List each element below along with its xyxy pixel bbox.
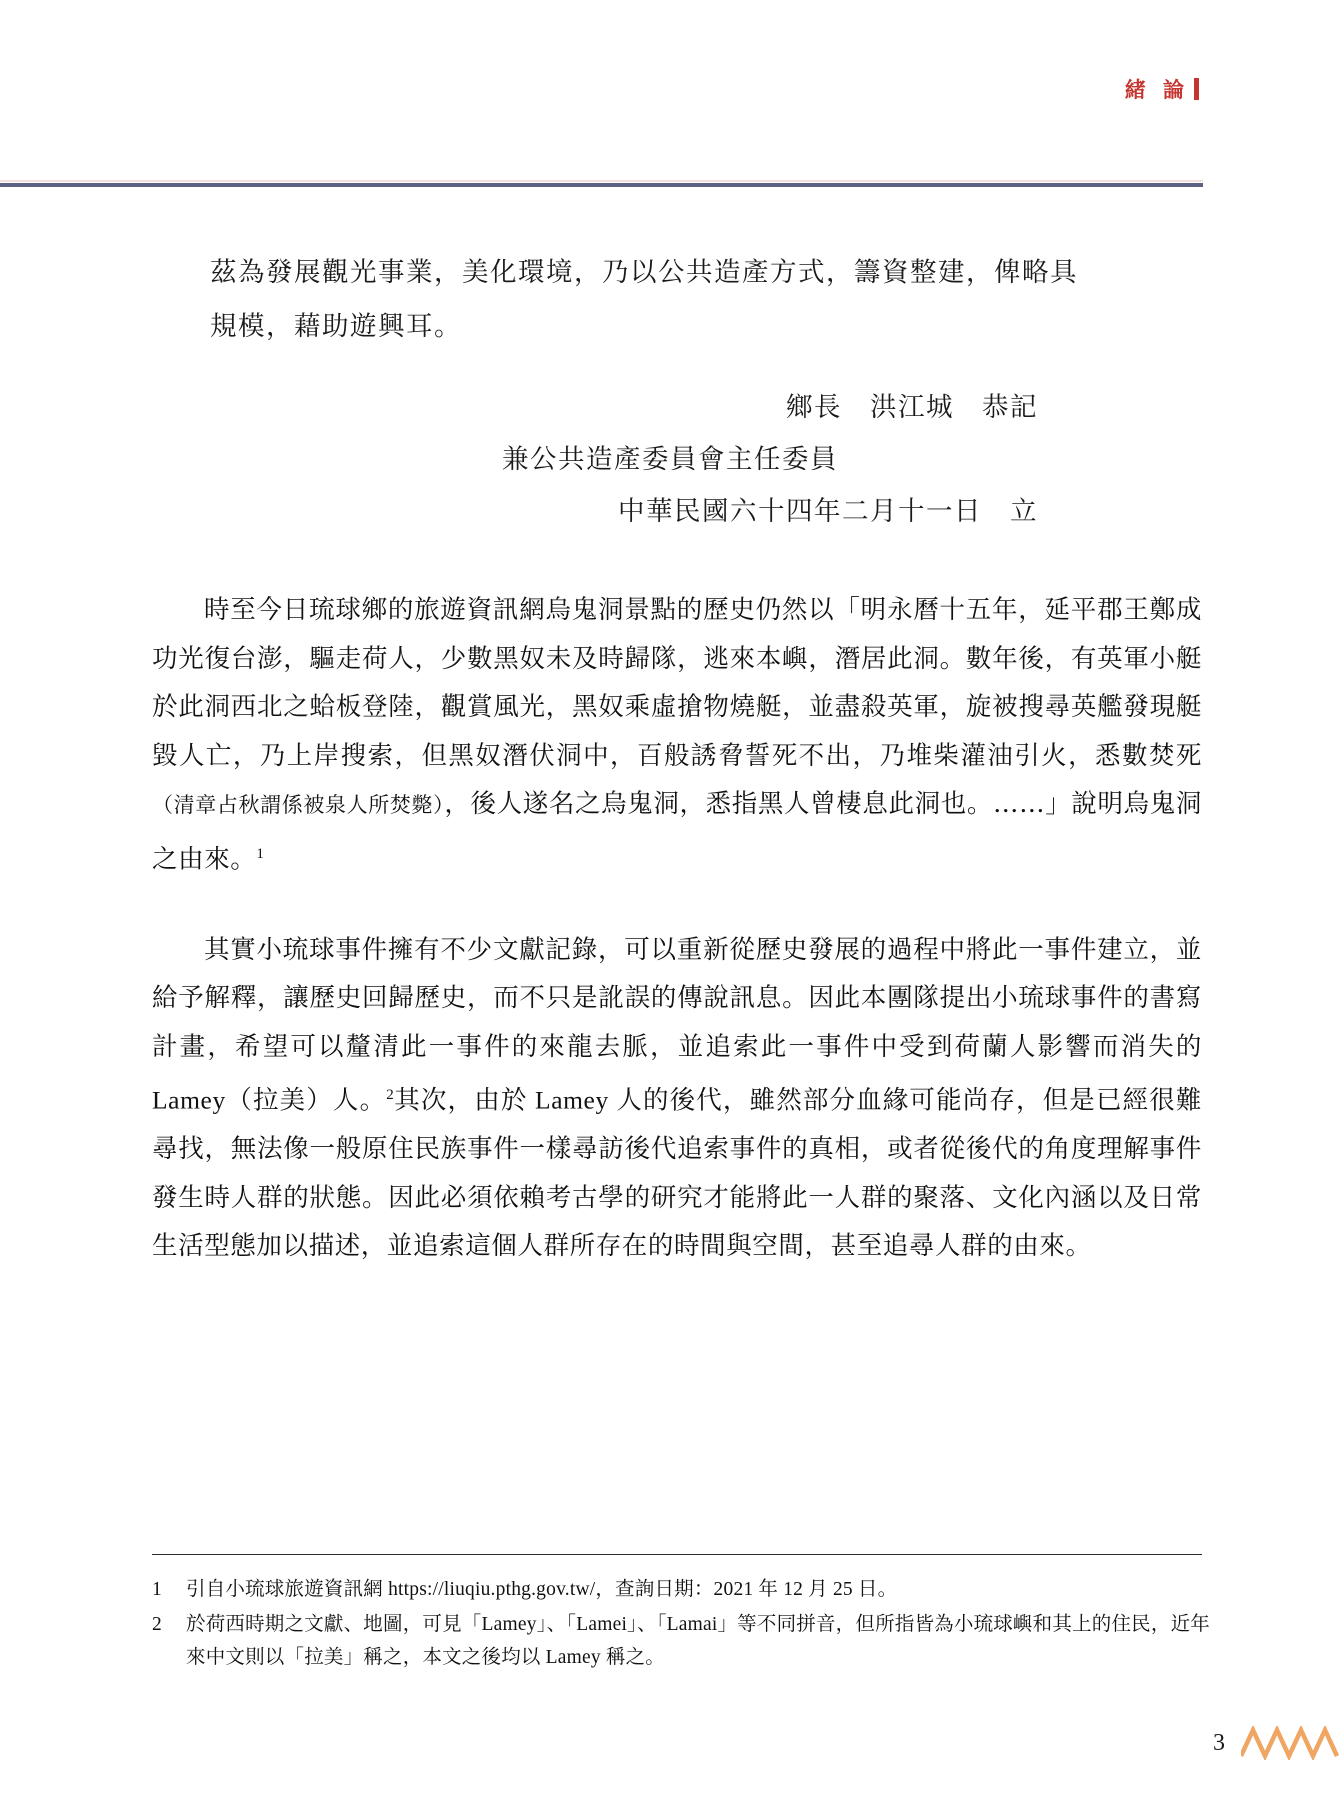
zigzag-decoration-icon bbox=[1241, 1726, 1339, 1760]
page-number: 3 bbox=[1213, 1729, 1225, 1756]
signature-title: 兼公共造產委員會主任委員 bbox=[502, 444, 838, 475]
footnote-ref-2[interactable]: 2 bbox=[386, 1087, 394, 1103]
paragraph-one-quote-a: 明永曆十五年，延平郡王鄭成功光復台澎，驅走荷人，少數黑奴未及時歸隊，逃來本嶼，潛居此洞。數年後，有英軍小艇於此洞西北之蛤板登陸，觀賞風光，黑奴乘虛搶物燒艇，並盡殺英軍，旋被搜尋英艦發現艇毀人亡，乃上岸搜索，但黑奴潛伏洞中，百般誘脅誓死不出，乃堆柴灌油引火，悉數焚死 bbox=[152, 595, 1202, 771]
running-header-title: 緒 論 bbox=[1124, 78, 1190, 102]
footnote-ref-1[interactable]: 1 bbox=[256, 845, 264, 862]
paragraph-one-lead: 時至今日琉球鄉的旅遊資訊網烏鬼洞景點的歷史仍然以「 bbox=[204, 595, 861, 624]
footnote-item bbox=[152, 1608, 1210, 1674]
inscription-line-2: 規模，藉助遊興耳。 bbox=[210, 311, 462, 342]
paragraph-one-quote-b: ，後人遂名之烏鬼洞，悉指黑人曾棲息此洞也。…… bbox=[444, 789, 1046, 819]
page-content bbox=[152, 246, 1202, 1271]
page-footer bbox=[1213, 1724, 1339, 1762]
footnote-text: 引自小琉球旅遊資訊網 https://liuqiu.pthg.gov.tw/，查詢日期：2021 年 12 月 25 日。 bbox=[186, 1579, 898, 1600]
inscription-signature bbox=[210, 382, 1090, 538]
footnote-number: 1 bbox=[152, 1579, 162, 1600]
inscription-quote bbox=[210, 246, 1090, 354]
signature-date: 中華民國六十四年二月十一日 立 bbox=[618, 496, 1038, 527]
header-rule bbox=[0, 183, 1203, 187]
footnote-text: 於荷西時期之文獻、地圖，可見「Lamey」、「Lamei」、「Lamai」等不同拼音，但所指皆為小琉球嶼和其上的住民，近年來中文則以「拉美」稱之，本文之後均以 Lamey 稱之。 bbox=[186, 1614, 1210, 1668]
paragraph-two-text-b: 其次，由於 Lamey 人的後代，雖然部分血緣可能尚存，但是已經很難尋找，無法像一般原住民族事件一樣尋訪後代追索事件的真相，或者從後代的角度理解事件發生時人群的狀態。因此必須依賴考古學的研究才能將此一人群的聚落、文化內涵以及日常生活型態加以描述，並追索這個人群所存在的時間與空間，甚至追尋人群的由來。 bbox=[152, 1085, 1202, 1260]
signature-name: 鄉長 洪江城 恭記 bbox=[786, 392, 1038, 423]
paragraph-one-quote-small: （清章占秋謂係被泉人所焚斃） bbox=[152, 793, 445, 817]
paragraph-one-close: 」說明烏鬼洞之由來。 bbox=[152, 789, 1202, 873]
footnote-separator bbox=[152, 1554, 1202, 1555]
footnote-list bbox=[152, 1573, 1210, 1676]
header-rule-highlight bbox=[0, 180, 1203, 182]
paragraph-two bbox=[152, 926, 1202, 1271]
footnote-item bbox=[152, 1573, 1210, 1606]
footnote-number: 2 bbox=[152, 1614, 162, 1635]
paragraph-two-text-a: 其實小琉球事件擁有不少文獻記錄，可以重新從歷史發展的過程中將此一事件建立，並給予解釋，讓歷史回歸歷史，而不只是訛誤的傳說訊息。因此本團隊提出小琉球事件的書寫計畫，希望可以釐清此一事件的來龍去脈，並追索此一事件中受到荷蘭人影響而消失的 Lamey（拉美）人。 bbox=[152, 934, 1202, 1115]
running-header bbox=[0, 74, 1199, 104]
header-accent-bar bbox=[1194, 78, 1199, 100]
paragraph-one bbox=[152, 586, 1202, 884]
inscription-line-1: 茲為發展觀光事業，美化環境，乃以公共造產方式，籌資整建，俾略具 bbox=[210, 257, 1078, 288]
